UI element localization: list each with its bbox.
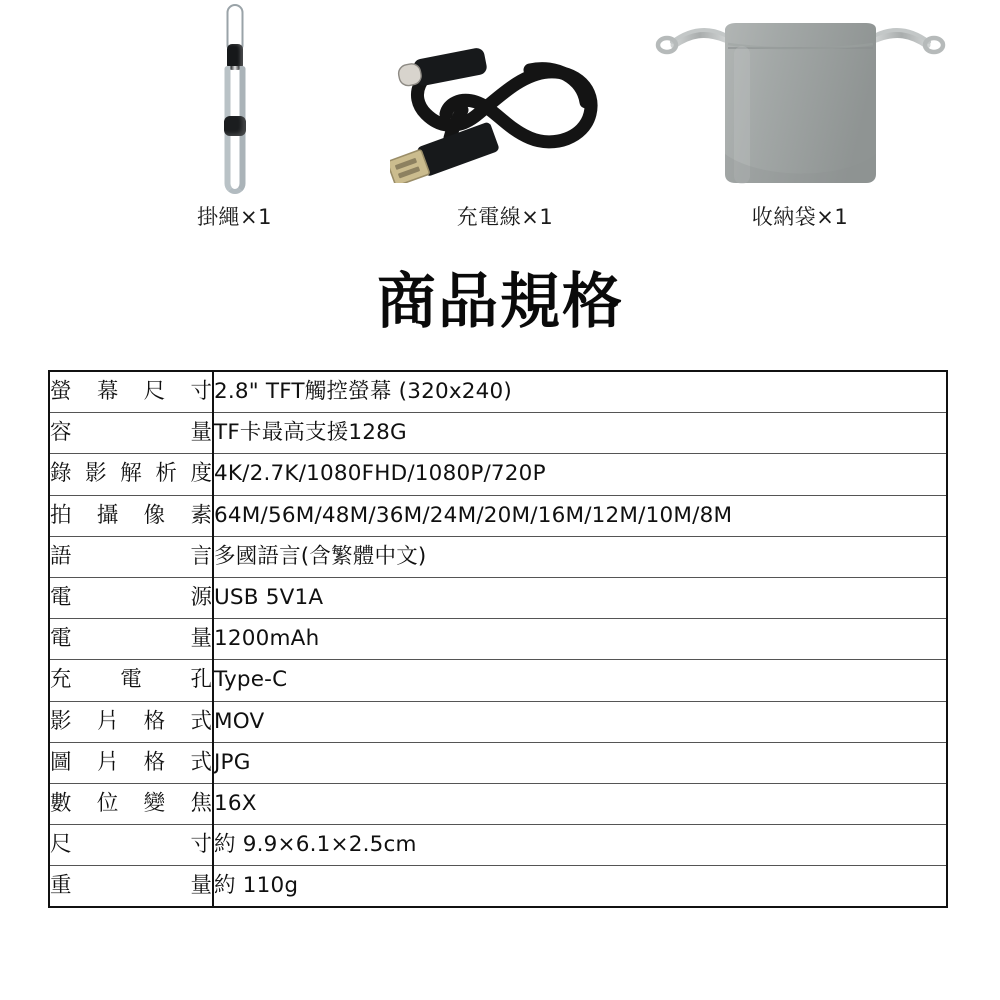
spec-label-char: 寸 (190, 832, 212, 858)
spec-label-char: 量 (190, 420, 212, 446)
spec-label-char: 焦 (190, 790, 212, 816)
table-row (49, 454, 947, 495)
spec-label-char: 重 (50, 873, 72, 899)
spec-value-cell: 2.8" TFT觸控螢幕 (320x240) (213, 371, 947, 413)
accessory-wrist-strap (112, 0, 357, 245)
spec-label-char: 錄 (50, 461, 72, 487)
strap-bead-icon (224, 116, 246, 136)
spec-label-char: 格 (143, 708, 166, 734)
table-row (49, 577, 947, 618)
spec-label-cell (49, 660, 213, 701)
spec-label-cell (49, 783, 213, 824)
drawstring-pouch-icon (650, 4, 950, 194)
spec-label-char: 析 (155, 461, 177, 487)
wrist-strap-caption: 掛繩×1 (197, 205, 272, 229)
spec-label (50, 710, 212, 734)
spec-label-char: 片 (96, 708, 119, 734)
spec-label-char: 式 (190, 749, 212, 775)
spec-table-body (49, 371, 947, 907)
spec-label-cell (49, 371, 213, 413)
spec-label-cell (49, 825, 213, 866)
storage-pouch-image (650, 0, 950, 198)
table-row (49, 660, 947, 701)
spec-label (50, 504, 212, 528)
wrist-strap-image (112, 0, 357, 198)
spec-label-char: 電 (50, 626, 72, 652)
spec-label-cell (49, 742, 213, 783)
spec-label-char: 格 (143, 749, 166, 775)
wrist-strap-icon (200, 4, 270, 194)
spec-label-char: 度 (190, 461, 212, 487)
spec-label-char: 電 (120, 667, 142, 693)
spec-label-char: 片 (96, 749, 119, 775)
spec-label-char: 量 (190, 873, 212, 899)
spec-value-cell: 64M/56M/48M/36M/24M/20M/16M/12M/10M/8M (213, 495, 947, 536)
spec-label (50, 833, 212, 857)
charging-cable-image (380, 0, 630, 198)
spec-label-char: 尺 (50, 832, 72, 858)
spec-label (50, 627, 212, 651)
accessory-storage-pouch (650, 0, 950, 245)
spec-label (50, 792, 212, 816)
spec-value-cell: MOV (213, 701, 947, 742)
table-row (49, 495, 947, 536)
spec-value-cell: 4K/2.7K/1080FHD/1080P/720P (213, 454, 947, 495)
table-row (49, 742, 947, 783)
spec-label-cell (49, 413, 213, 454)
spec-label-char: 數 (50, 790, 72, 816)
spec-table-container (48, 370, 948, 908)
spec-label-char: 位 (96, 790, 119, 816)
spec-label (50, 421, 212, 445)
spec-value-cell: USB 5V1A (213, 577, 947, 618)
spec-label-cell (49, 866, 213, 908)
spec-label-char: 攝 (96, 502, 119, 528)
spec-label-char: 拍 (50, 502, 72, 528)
spec-label-char: 孔 (190, 667, 212, 693)
spec-label-char: 素 (190, 502, 212, 528)
spec-label-char: 電 (50, 585, 72, 611)
table-row (49, 619, 947, 660)
table-row (49, 413, 947, 454)
spec-label-char: 幕 (96, 379, 119, 405)
spec-value-cell: Type-C (213, 660, 947, 701)
spec-label (50, 380, 212, 404)
table-row (49, 536, 947, 577)
spec-label-char: 容 (50, 420, 72, 446)
spec-label-char: 式 (190, 708, 212, 734)
spec-label-char: 螢 (50, 379, 72, 405)
table-row (49, 371, 947, 413)
usb-cable-icon (390, 18, 620, 183)
spec-value-cell: 多國語言(含繁體中文) (213, 536, 947, 577)
spec-label-char: 語 (50, 543, 72, 569)
spec-label (50, 545, 212, 569)
spec-value-cell: JPG (213, 742, 947, 783)
spec-label-char: 源 (190, 585, 212, 611)
spec-label-char: 充 (50, 667, 72, 693)
page-title: 商品規格 (376, 267, 624, 337)
storage-pouch-caption: 收納袋×1 (751, 205, 849, 229)
spec-label-char: 解 (120, 461, 142, 487)
table-row (49, 825, 947, 866)
spec-label-char: 寸 (190, 379, 212, 405)
spec-label-cell (49, 536, 213, 577)
spec-label-cell (49, 577, 213, 618)
spec-label-char: 言 (190, 543, 212, 569)
spec-label-cell (49, 701, 213, 742)
spec-label (50, 586, 212, 610)
spec-label-char: 影 (50, 708, 72, 734)
table-row (49, 701, 947, 742)
spec-label-char: 變 (143, 790, 166, 816)
spec-label (50, 668, 212, 692)
spec-label-char: 尺 (143, 379, 166, 405)
spec-label-char: 像 (143, 502, 166, 528)
spec-label-char: 量 (190, 626, 212, 652)
spec-label-cell (49, 454, 213, 495)
spec-label (50, 462, 212, 486)
spec-label (50, 874, 212, 898)
spec-value-cell: 1200mAh (213, 619, 947, 660)
spec-label-char: 影 (85, 461, 107, 487)
spec-label-char: 圖 (50, 749, 72, 775)
spec-label-cell (49, 495, 213, 536)
table-row (49, 783, 947, 824)
spec-label (50, 751, 212, 775)
accessory-charging-cable (380, 0, 630, 245)
table-row (49, 866, 947, 908)
spec-value-cell: 16X (213, 783, 947, 824)
spec-value-cell: 約 9.9×6.1×2.5cm (213, 825, 947, 866)
spec-table (48, 370, 948, 908)
spec-value-cell: 約 110g (214, 873, 299, 899)
spec-value-cell: TF卡最高支援128G (213, 413, 947, 454)
accessories-strip (0, 0, 1000, 245)
spec-label-cell (49, 619, 213, 660)
charging-cable-caption: 充電線×1 (456, 205, 554, 229)
